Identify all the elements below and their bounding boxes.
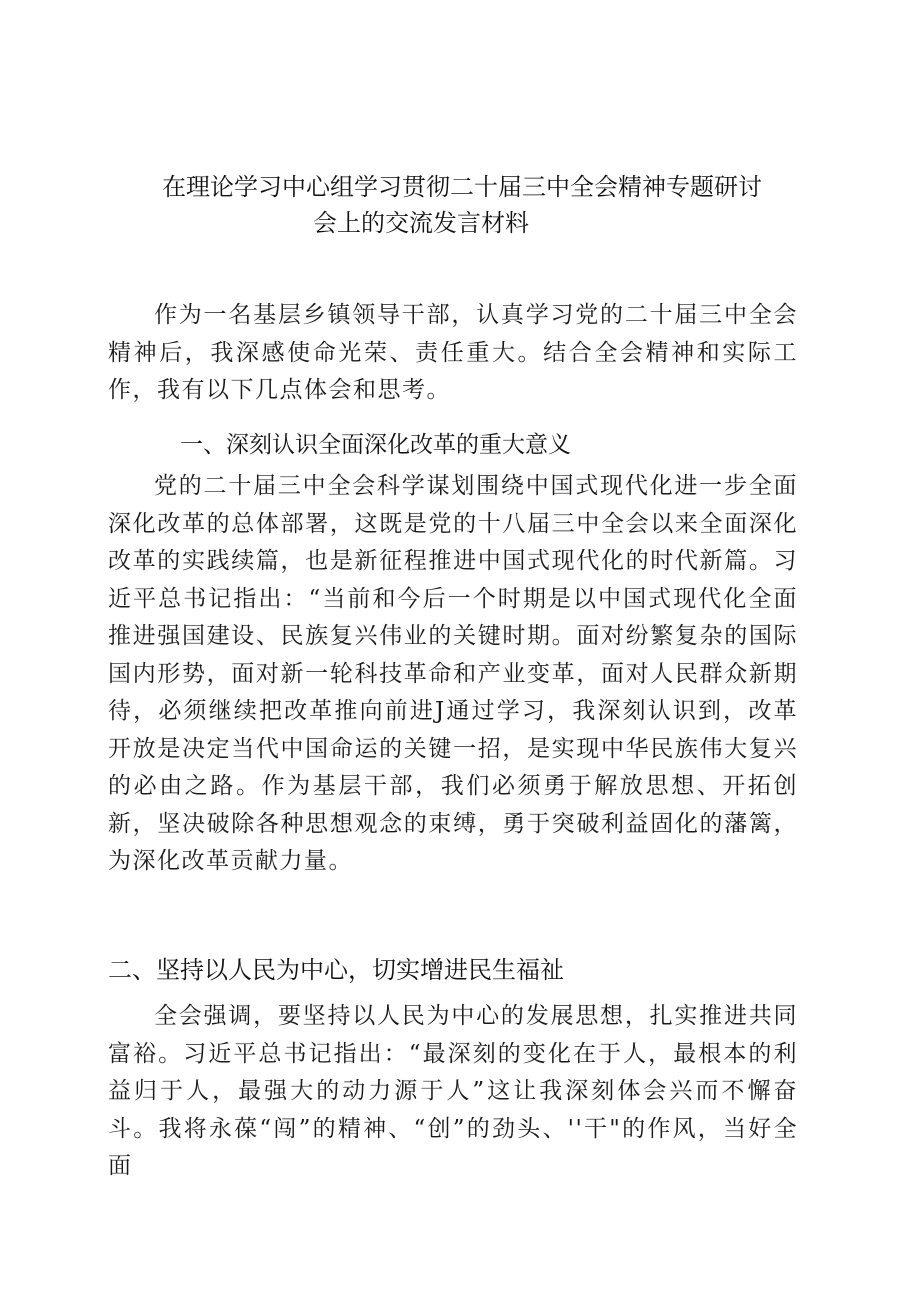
document-title-line-2: 会上的交流发言材料: [313, 209, 529, 237]
section-heading-1: 一、深刻认识全面深化改革的重大意义: [180, 432, 571, 458]
section-1-paragraph: 党的二十届三中全会科学谋划围绕中国式现代化进一步全面深化改革的总体部署，这既是党的十八届三中全会以来全面深化改革的实践续篇，也是新征程推进中国式现代化的时代新篇。习近平总书记指出：“当前和今后一个时期是以中国式现代化全面推进强国建设、民族复兴伟业的关键时期。面对纷繁复杂的国际国内形势，面对新一轮科技革命和产业变革，面对人民群众新期待，必须继续把改革推向前进J通过学习，我深刻认识到，改革开放是决定当代中国命运的关键一招，是实现中华民族伟大复兴的必由之路。作为基层干部，我们必须勇于解放思想、开拓创新，坚决破除各种思想观念的束缚，勇于突破利益固化的藩篱，为深化改革贡献力量。: [108, 473, 798, 874]
section-2-paragraph: 全会强调，要坚持以人民为中心的发展思想，扎实推进共同富裕。习近平总书记指出：“最深刻的变化在于人，最根本的利益归于人，最强大的动力源于人”这让我深刻体会兴而不懈奋斗。我将永葆“闯”的精神、“创”的劲头、''干"的作风，当好全面: [108, 1003, 798, 1179]
section-heading-2: 二、坚持以人民为中心，切实增进民生福祉: [108, 956, 564, 984]
intro-paragraph: 作为一名基层乡镇领导干部，认真学习党的二十届三中全会精神后，我深感使命光荣、责任重大。结合全会精神和实际工作，我有以下几点体会和思考。: [108, 302, 798, 403]
document-title-line-1: 在理论学习中心组学习贯彻二十届三中全会精神专题研讨: [162, 173, 762, 201]
